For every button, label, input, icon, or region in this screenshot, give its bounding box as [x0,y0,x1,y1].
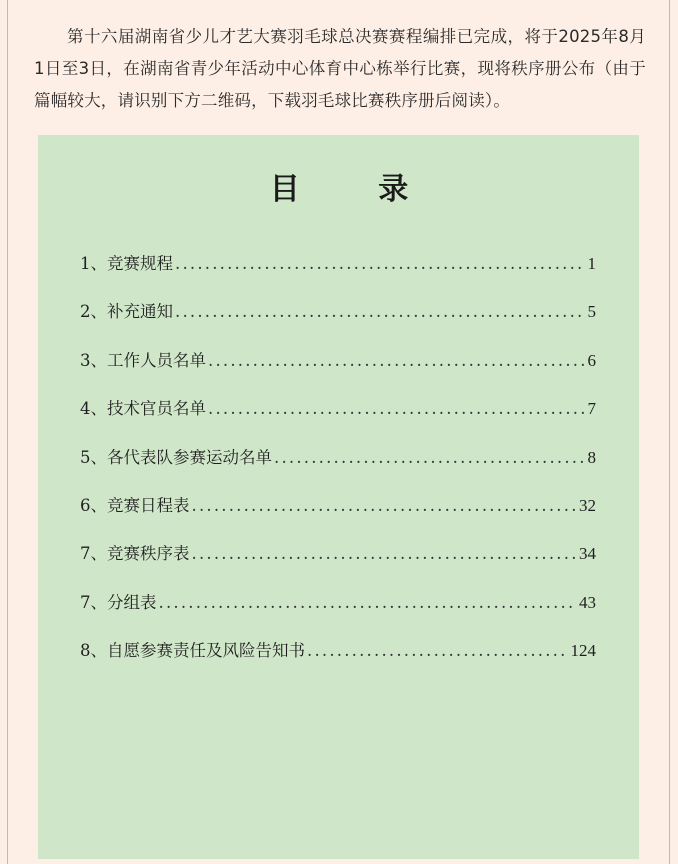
toc-item-label: 竞赛秩序表 [107,544,190,564]
toc-item-number: 3、 [80,350,107,370]
toc-item-number: 1、 [80,254,107,273]
toc-item-label: 各代表队参赛运动名单 [107,447,272,467]
toc-item-page: 34 [579,544,596,564]
toc-item-page: 1 [587,254,596,273]
toc-list [80,246,596,682]
toc-item-page: 5 [587,302,596,322]
toc-item-label: 竞赛规程 [107,254,173,273]
toc-leader-dots [307,633,569,669]
toc-item-page: 43 [579,592,596,612]
toc-item-page: 7 [587,399,596,419]
toc-leader-dots [175,294,586,330]
toc-item-6[interactable] [80,488,596,536]
toc-title: 目 录 [269,172,443,207]
toc-item-page: 124 [570,641,596,661]
toc-leader-dots [208,343,586,379]
toc-item-page: 32 [579,495,596,515]
toc-item-label: 技术官员名单 [107,399,206,419]
toc-item-number: 4、 [80,399,107,419]
toc-item-page: 6 [587,350,596,370]
page-border-right [669,0,670,864]
toc-item-page: 8 [587,447,596,467]
toc-leader-dots [274,440,586,476]
page-border-left [7,0,8,864]
toc-leader-dots [208,391,586,427]
toc-leader-dots [192,536,578,572]
toc-item-7[interactable] [80,536,596,584]
toc-item-1[interactable] [80,246,596,294]
toc-item-label: 补充通知 [107,302,173,322]
toc-item-5[interactable] [80,440,596,488]
toc-item-8[interactable] [80,585,596,633]
toc-item-number: 8、 [80,641,107,661]
toc-item-number: 5、 [80,447,107,467]
toc-item-label: 自愿参赛责任及风险告知书 [107,641,305,661]
toc-item-label: 分组表 [107,592,157,612]
toc-item-number: 6、 [80,495,107,515]
toc-item-9[interactable] [80,633,596,681]
toc-item-2[interactable] [80,294,596,342]
intro-paragraph: 第十六届湖南省少儿才艺大赛羽毛球总决赛赛程编排已完成，将于2025年8月1日至3日，在湖南省青少年活动中心体育中心栋举行比赛，现将秩序册公布（由于篇幅较大，请识别下方二维码，下载羽毛球比赛秩序册后阅读）。 [34,26,646,110]
toc-item-label: 竞赛日程表 [107,495,190,515]
toc-leader-dots [175,246,586,282]
toc-item-number: 2、 [80,302,107,322]
toc-item-4[interactable] [80,391,596,439]
toc-leader-dots [159,585,578,621]
toc-item-number: 7、 [80,544,107,564]
toc-item-3[interactable] [80,343,596,391]
toc-leader-dots [192,488,578,524]
toc-item-number: 7、 [80,592,107,612]
toc-item-label: 工作人员名单 [107,350,206,370]
